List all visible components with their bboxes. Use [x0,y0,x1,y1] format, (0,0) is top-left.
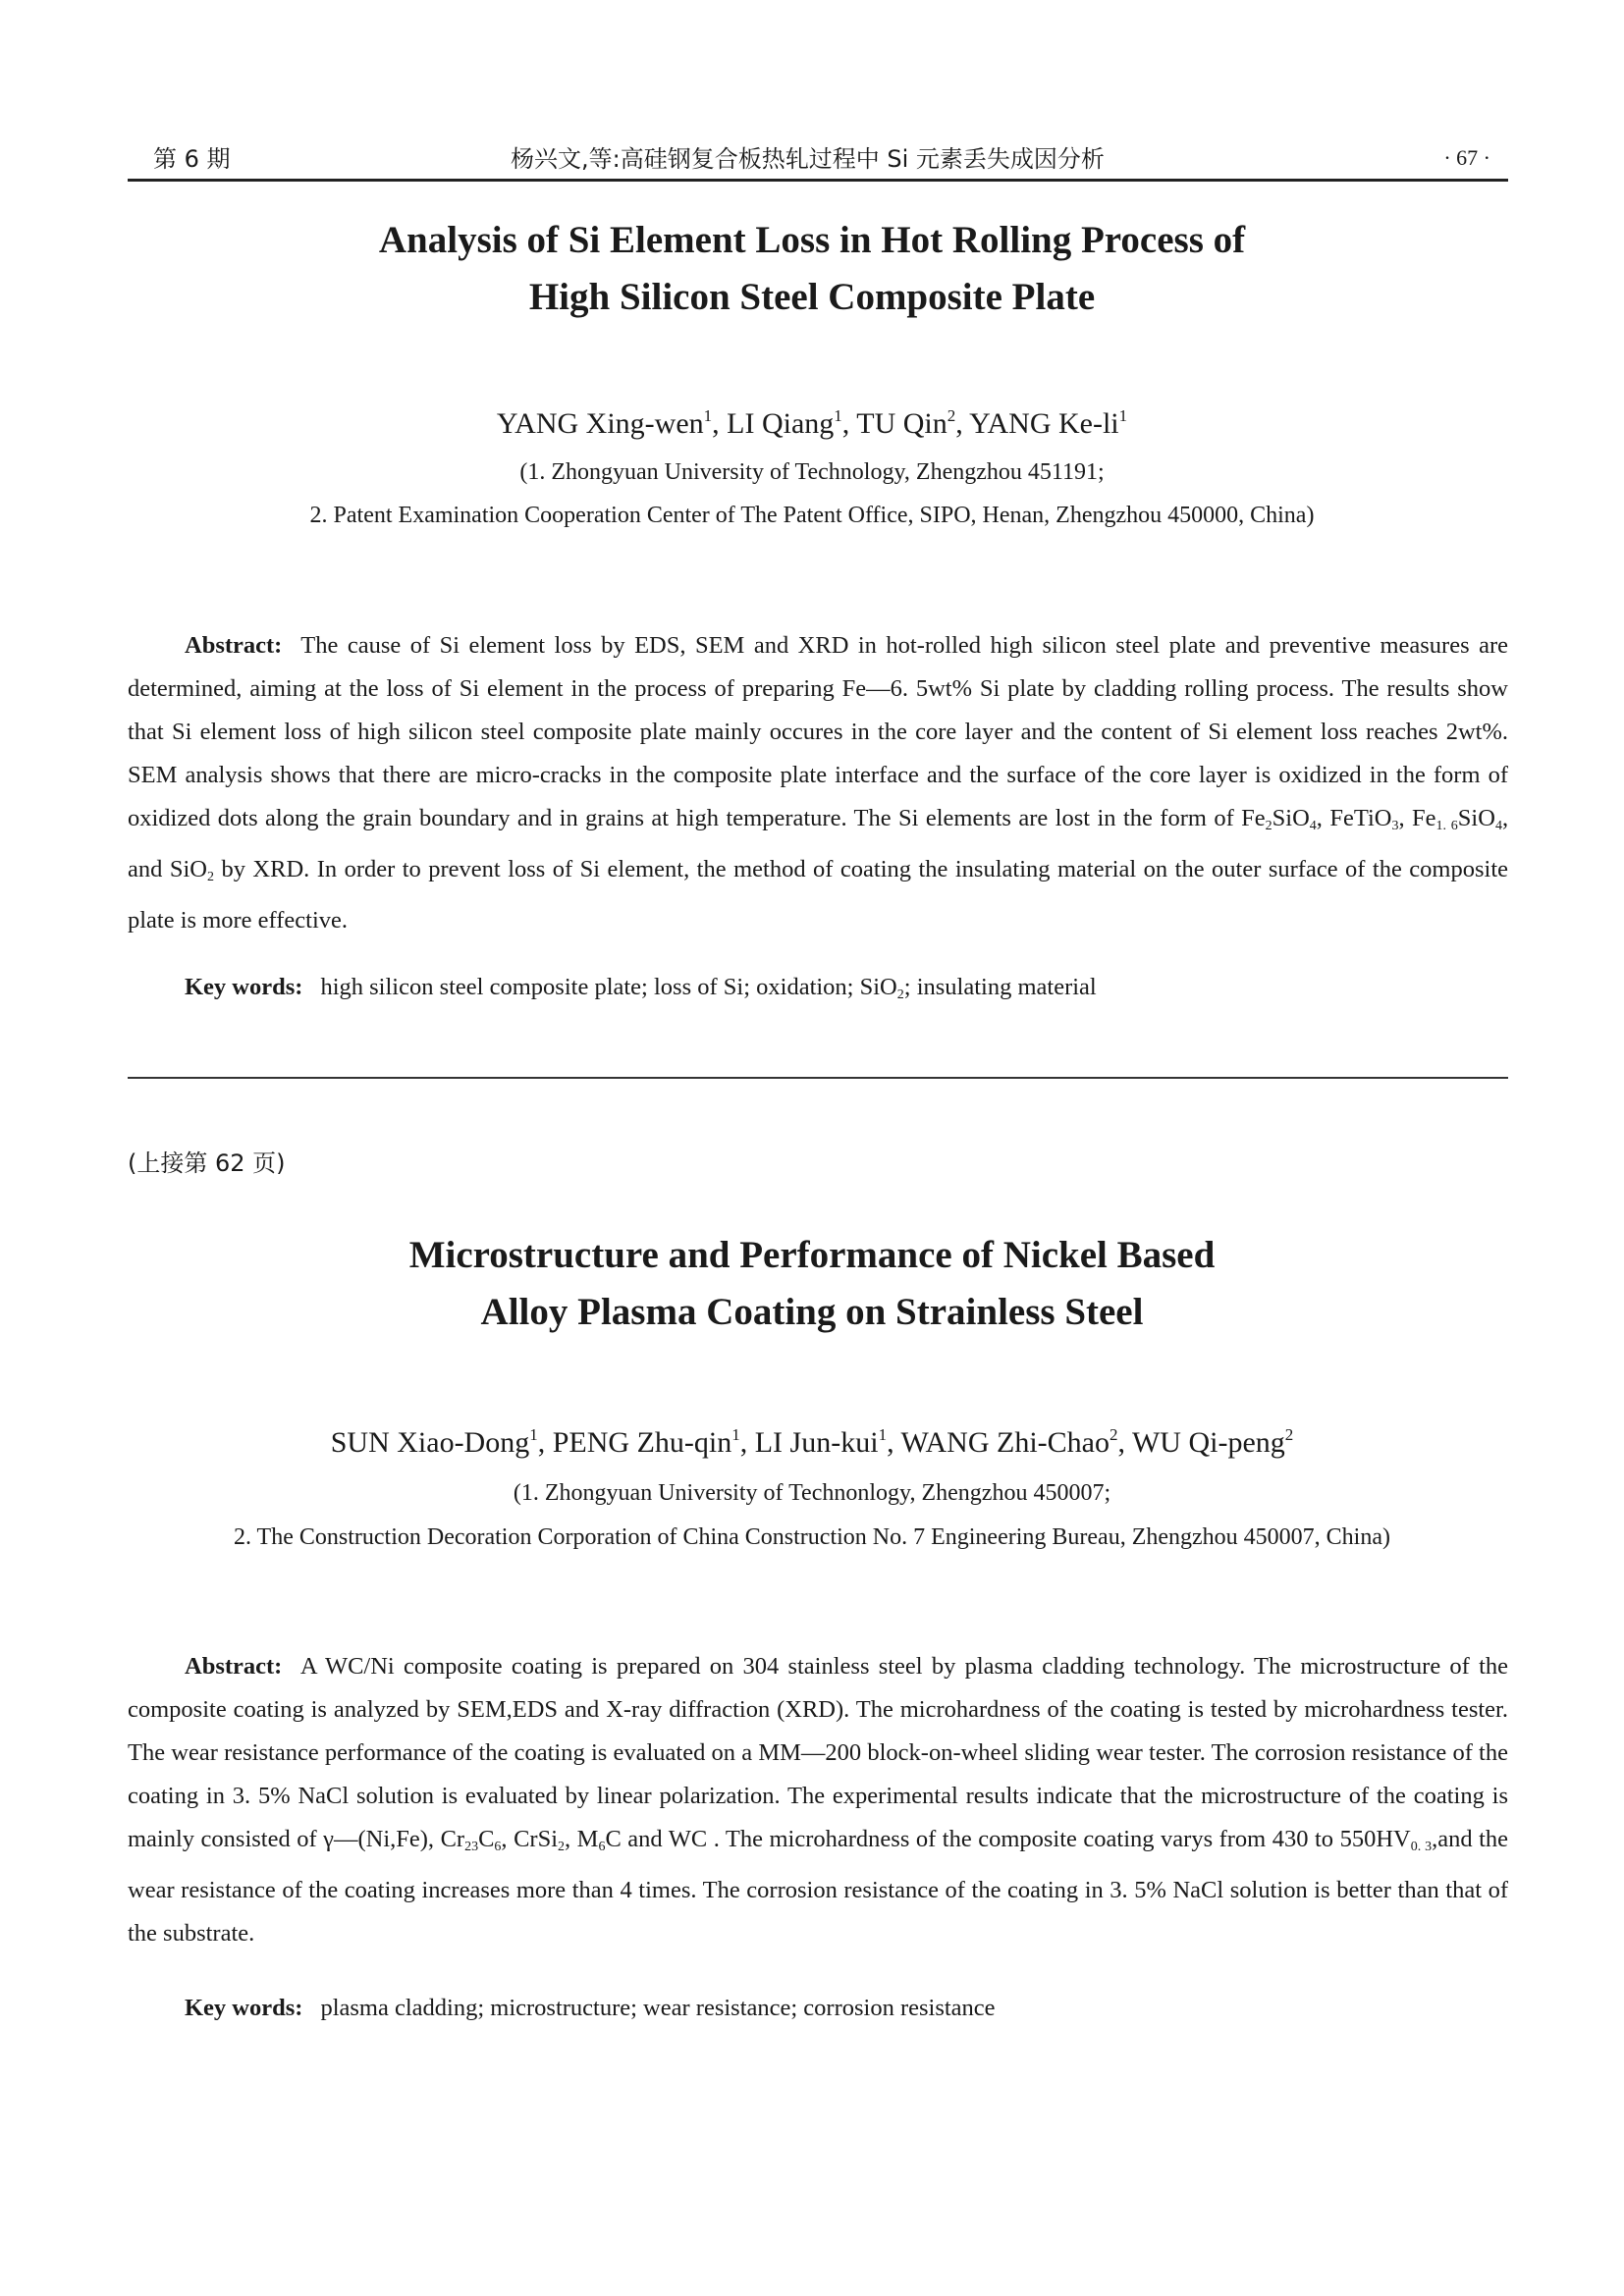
continued-note: (上接第 62 页) [128,1149,286,1177]
abstract-text: and WC . The microhardness of the composite coating varys from 430 to 550 [621,1826,1377,1852]
author: SUN Xiao-Dong [330,1426,530,1459]
author: TU Qin [856,407,947,440]
author-affiliation-mark: 1 [1118,406,1128,425]
article1-title [0,212,1624,326]
page-header [128,137,1508,182]
abstract-text: ,and the wear resistance of the coating increases more than 4 times. The corrosion resistance of the coating in 3. 5% NaCl solution is better than that of the substrate. [128,1826,1509,1947]
formula: $Fe_2SiO_4$ [1241,805,1317,833]
keywords-label: Key words: [185,1995,303,2021]
keywords-text: plasma cladding; microstructure; wear resistance; corrosion resistance [320,1995,996,2021]
article1-affiliation-1: (1. Zhongyuan University of Technology, Zhengzhou 451191; [519,459,1105,485]
abstract-label: Abstract: [185,1653,283,1680]
author-affiliation-mark: 2 [1284,1425,1294,1444]
article2-title-line2: Alloy Plasma Coating on Strainless Steel [480,1291,1144,1333]
author: WANG Zhi-Chao [900,1426,1110,1459]
article1-title-line1: Analysis of Si Element Loss in Hot Rolling Process of [378,219,1246,261]
formula: CrSi$_2$ [514,1826,565,1854]
author: WU Qi-peng [1131,1426,1285,1459]
author-affiliation-mark: 1 [529,1425,538,1444]
article1-keywords [185,974,1097,1003]
abstract-text: A WC/Ni composite coating is prepared on 304 stainless steel by plasma cladding technology. The microstructure of the composite coating is analyzed by SEM,EDS and X-ray diffraction (XRD). The microhardness of the coating is tested by microhardness tester. The wear resistance performance of the coating is evaluated on a MM—200 block-on-wheel sliding wear tester. The corrosion resistance of the coating in 3. 5% NaCl solution is evaluated by linear polarization. The experimental results indicate that the microstructure of the coating is mainly consisted of γ—(Ni,Fe), [128,1653,1509,1852]
author-affiliation-mark: 1 [834,406,842,425]
page-number: · 67 · [1443,145,1490,170]
author: YANG Ke-li [969,407,1119,440]
author-affiliation-mark: 1 [703,406,713,425]
abstract-label: Abstract: [185,632,283,659]
section-divider [128,1077,1508,1079]
article2-title-line1: Microstructure and Performance of Nickel Based [408,1234,1216,1276]
author-affiliation-mark: 2 [947,406,956,425]
article1-affiliation-2: 2. Patent Examination Cooperation Center of The Patent Office, SIPO, Henan, Zhengzhou 450000, China) [309,503,1315,528]
article2-affiliation-1: (1. Zhongyuan University of Technonlogy, Zhengzhou 450007; [513,1480,1111,1506]
article2-title [0,1227,1624,1341]
author-affiliation-mark: 1 [731,1425,740,1444]
formula: $Fe_{1. 6}SiO_4$ [1412,805,1502,833]
author: YANG Xing-wen [496,407,704,440]
article2-affiliation-2: 2. The Construction Decoration Corporation of China Construction No. 7 Engineering Bureau, Zhengzhou 450007, China) [233,1524,1390,1550]
article1-title-line2: High Silicon Steel Composite Plate [528,276,1096,318]
author-affiliation-mark: 1 [878,1425,888,1444]
formula: SiO$_2$ [859,974,904,1002]
article2-keywords [185,1995,996,2022]
issue-number: 第 6 期 [153,145,231,173]
author: LI Jun-kui [754,1426,879,1459]
formula: $HV_{0. 3}$ [1376,1826,1433,1854]
running-title: 杨兴文,等:高硅钢复合板热轧过程中 Si 元素丢失成因分析 [511,145,1105,173]
author: LI Qiang [727,407,835,440]
article2-abstract: Abstract: A WC/Ni composite coating is prepared on 304 stainless steel by plasma cladding technology. The microstructure of the composite coating is analyzed by SEM,EDS and X-ray diffraction (XRD). The microhardness of the coating is tested by microhardness tester. The wear resistance performance of the coating is evaluated on a MM—200 block-on-wheel sliding wear tester. The corrosion resistance of the coating in 3. 5% NaCl solution is evaluated by linear polarization. The experimental results indicate that the microstructure of the coating is mainly consisted of γ—(Ni,Fe), $Cr_{23}C_6$, CrSi$_2$, $M_6C$ and WC . The microhardness of the composite coating varys from 430 to $550HV_{0. 3},and$ the wear resistance of the coating increases more than 4 times. The corrosion resistance of the coating in 3. 5% NaCl solution is better than that of the substrate. [128,1653,1509,1947]
formula: FeTiO$_3$ [1329,805,1399,833]
article1-abstract: Abstract: The cause of Si element loss by EDS, SEM and XRD in hot-rolled high silicon steel plate and preventive measures are determined, aiming at the loss of Si element in the process of preparing Fe—6. 5wt% Si plate by cladding rolling process. The results show that Si element loss of high silicon steel composite plate mainly occures in the core layer and the content of Si element loss reaches 2wt%. SEM analysis shows that there are micro-cracks in the composite plate interface and the surface of the core layer is oxidized in the form of oxidized dots along the grain boundary and in grains at high temperature. The Si elements are lost in the form of $Fe_2SiO_4$, FeTiO$_3$, $Fe_{1. 6}SiO_4$, and SiO$_2$ by XRD. In order to prevent loss of Si element, the method of coating the insulating material on the outer surface of the composite plate is more effective. [128,632,1509,934]
keywords-label: Key words: [185,974,303,1000]
formula: $M_6C$ [576,1826,622,1854]
abstract-text: The cause of Si element loss by EDS, SEM and XRD in hot-rolled high silicon steel plate and preventive measures are determined, aiming at the loss of Si element in the process of preparing Fe—6. 5wt% Si plate by cladding rolling process. The results show that Si element loss of high silicon steel composite plate mainly occures in the core layer and the content of Si element loss reaches 2wt%. SEM analysis shows that there are micro-cracks in the composite plate interface and the surface of the core layer is oxidized in the form of oxidized dots along the grain boundary and in grains at high temperature. The Si elements are lost in the form of [128,632,1509,831]
keywords-text: high silicon steel composite plate; loss of Si; oxidation; [320,974,854,1000]
formula: $Cr_{23}C_6$ [440,1826,502,1854]
abstract-text: by XRD. In order to prevent loss of Si element, the method of coating the insulating material on the outer surface of the composite plate is more effective. [128,856,1508,934]
author: PENG Zhu-qin [552,1426,732,1459]
author-affiliation-mark: 2 [1110,1425,1118,1444]
article2-authors: SUN Xiao-Dong$^1$, PENG Zhu-qin$^1$, LI Jun-kui$^1$, WANG Zhi-Chao$^2$, WU Qi-peng$^2$ [330,1425,1294,1459]
formula: SiO$_2$ [169,856,214,884]
article1-authors: YANG Xing-wen$^1$, LI Qiang$^1$, TU Qin$^2$, YANG $Ke-li^1$ [496,406,1128,440]
keywords-text: ; insulating material [903,974,1097,1000]
